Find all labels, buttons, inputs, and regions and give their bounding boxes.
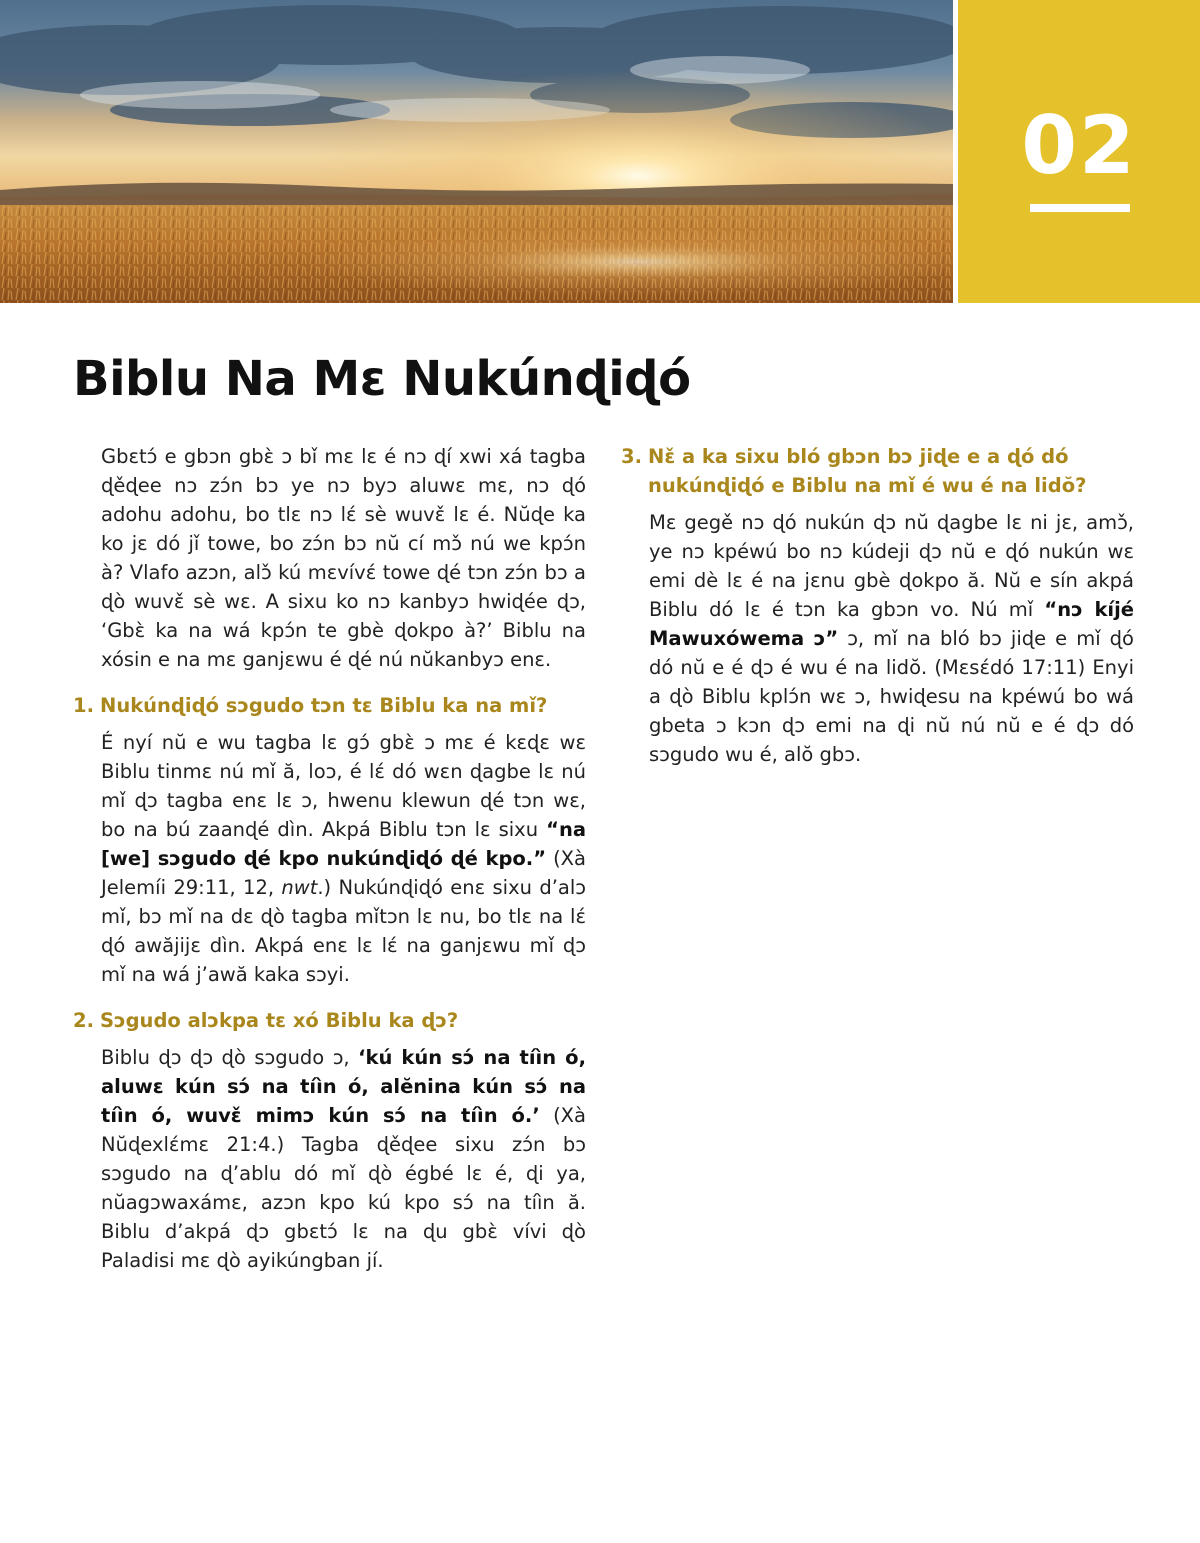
answer-text: Mɛ gegě nɔ ɖó nukún ɖɔ nŭ ɖagbe lɛ ni jɛ, amɔ̌, ye nɔ kpéwú bo nɔ kúdeji ɖɔ nŭ e ɖó nukún wɛ emi dè lɛ é na jɛnu gbè ɖokpo ă. Nŭ e sín akpá Biblu dó lɛ é tɔn ka gbɔn vo. Nú mǐ [649, 511, 1134, 621]
translation-abbrev: nwt [281, 876, 318, 899]
hero-image [0, 0, 953, 303]
answer-text: Biblu ɖɔ ɖɔ ɖò sɔgudo ɔ, [101, 1046, 359, 1069]
scripture-quote: ‘kú kún sɔ́ na tíìn ó, aluwɛ kún sɔ́ na tíìn ó, alĕnina kún sɔ́ na tíìn ó, wuvɛ̌ mimɔ kún sɔ́ na tíìn ó.’ [101, 1046, 586, 1127]
question-3-answer [621, 508, 1134, 769]
question-2-text: Sɔgudo alɔkpa tɛ xó Biblu ka ɖɔ? [100, 1009, 459, 1032]
answer-text: ɔ, mǐ na bló bɔ jiɖe e mǐ ɖó dó nŭ e é ɖɔ é wu é na lidŏ. (Mɛsɛ́dó 17:11) Enyi a ɖò Biblu kplɔ́n wɛ ɔ, hwiɖesu na kpéwú bo wá gbeta ɔ kɔn ɖɔ emi na ɖi nŭ nú nŭ e é ɖɔ dó sɔgudo wu é, alŏ gbɔ. [649, 627, 1134, 766]
answer-text: (Xà Nŭɖexlɛ́mɛ 21:4.) Tagba ɖěɖee sixu zɔ́n bɔ sɔgudo na ɖ’ablu dó mǐ ɖò égbé lɛ é, ɖi ya, nŭagɔwaxámɛ, azɔn kpo kú kpo sɔ́ na tíìn ă. Biblu d’akpá ɖɔ gbɛtɔ́ lɛ na ɖu gbɛ̀ vívi ɖò Paladisi mɛ ɖò ayikúngban jí. [101, 1104, 586, 1272]
question-1-heading [73, 691, 586, 720]
question-2-number: 2. [73, 1009, 94, 1032]
lesson-number-box [958, 0, 1200, 303]
lesson-number: 02 [1021, 99, 1137, 192]
question-1-text: Nukúnɖiɖó sɔgudo tɔn tɛ Biblu ka na mǐ? [100, 694, 548, 717]
question-1-number: 1. [73, 694, 94, 717]
intro-paragraph: Gbɛtɔ́ e gbɔn gbɛ̀ ɔ bǐ mɛ lɛ é nɔ ɖí xwi xá tagba ɖěɖee nɔ zɔ́n bɔ ye nɔ byɔ aluwɛ mɛ, nɔ ɖó adohu adohu, bo tlɛ nɔ lɛ́ sè wuvɛ̌ lɛ é. Nŭɖe ka ko jɛ dó jǐ towe, bo zɔ́n bɔ nŭ cí mɔ̌ nú we kpɔ́n à? Vlafo azɔn, alɔ̌ kú mɛvívɛ́ towe ɖé tɔn zɔ́n bɔ a ɖò wuvɛ̌ sè wɛ. A sixu ko nɔ kanbyɔ hwiɖée ɖɔ, ‘Gbɛ̀ ka na wá kpɔ́n te gbè ɖokpo à?’ Biblu na xósin e na mɛ ganjɛwu é ɖé nú nŭkanbyɔ enɛ. [101, 445, 586, 671]
question-2-answer-part-1 [73, 1043, 586, 1275]
left-column [73, 442, 586, 1275]
lesson-number-underline [1030, 204, 1130, 212]
scripture-reference: (Xà Jelemíi 29:11, 12, [101, 847, 586, 899]
page-title: Biblu Na Mɛ Nukúnɖiɖó [73, 351, 691, 407]
question-3-number: 3. [621, 445, 642, 468]
answer-text: É nyí nŭ e wu tagba lɛ gɔ́ gbɛ̀ ɔ mɛ é kɛɖɛ wɛ Biblu tinmɛ nú mǐ ă, loɔ, é lɛ́ dó wɛn ɖagbe lɛ nú mǐ ɖɔ tagba enɛ lɛ ɔ, hwenu klewun ɖé tɔn wɛ, bo na bú zaanɖé dìn. Akpá Biblu tɔn lɛ sixu [101, 731, 586, 841]
scripture-quote: “na [we] sɔgudo ɖé kpo nukúnɖiɖó ɖé kpo.” [101, 818, 586, 870]
scripture-quote: “nɔ kíjé Mawuxówema ɔ” [649, 598, 1135, 650]
question-1-answer [73, 728, 586, 989]
answer-text: .) Nukúnɖiɖó enɛ sixu d’alɔ mǐ, bɔ mǐ na dɛ ɖò tagba mǐtɔn lɛ nu, bo tlɛ na lɛ́ ɖó awăjijɛ dìn. Akpá enɛ lɛ lɛ́ na ganjɛwu mǐ ɖɔ mǐ na wá j’awă kaka sɔyi. [101, 876, 586, 986]
right-column [621, 442, 1134, 769]
question-2-heading [73, 1006, 586, 1035]
question-3-heading [621, 442, 1134, 500]
question-3-text: Nɛ̌ a ka sixu bló gbɔn bɔ jiɖe e a ɖó dó nukúnɖiɖó e Biblu na mǐ é wu é na lidŏ? [648, 445, 1087, 497]
